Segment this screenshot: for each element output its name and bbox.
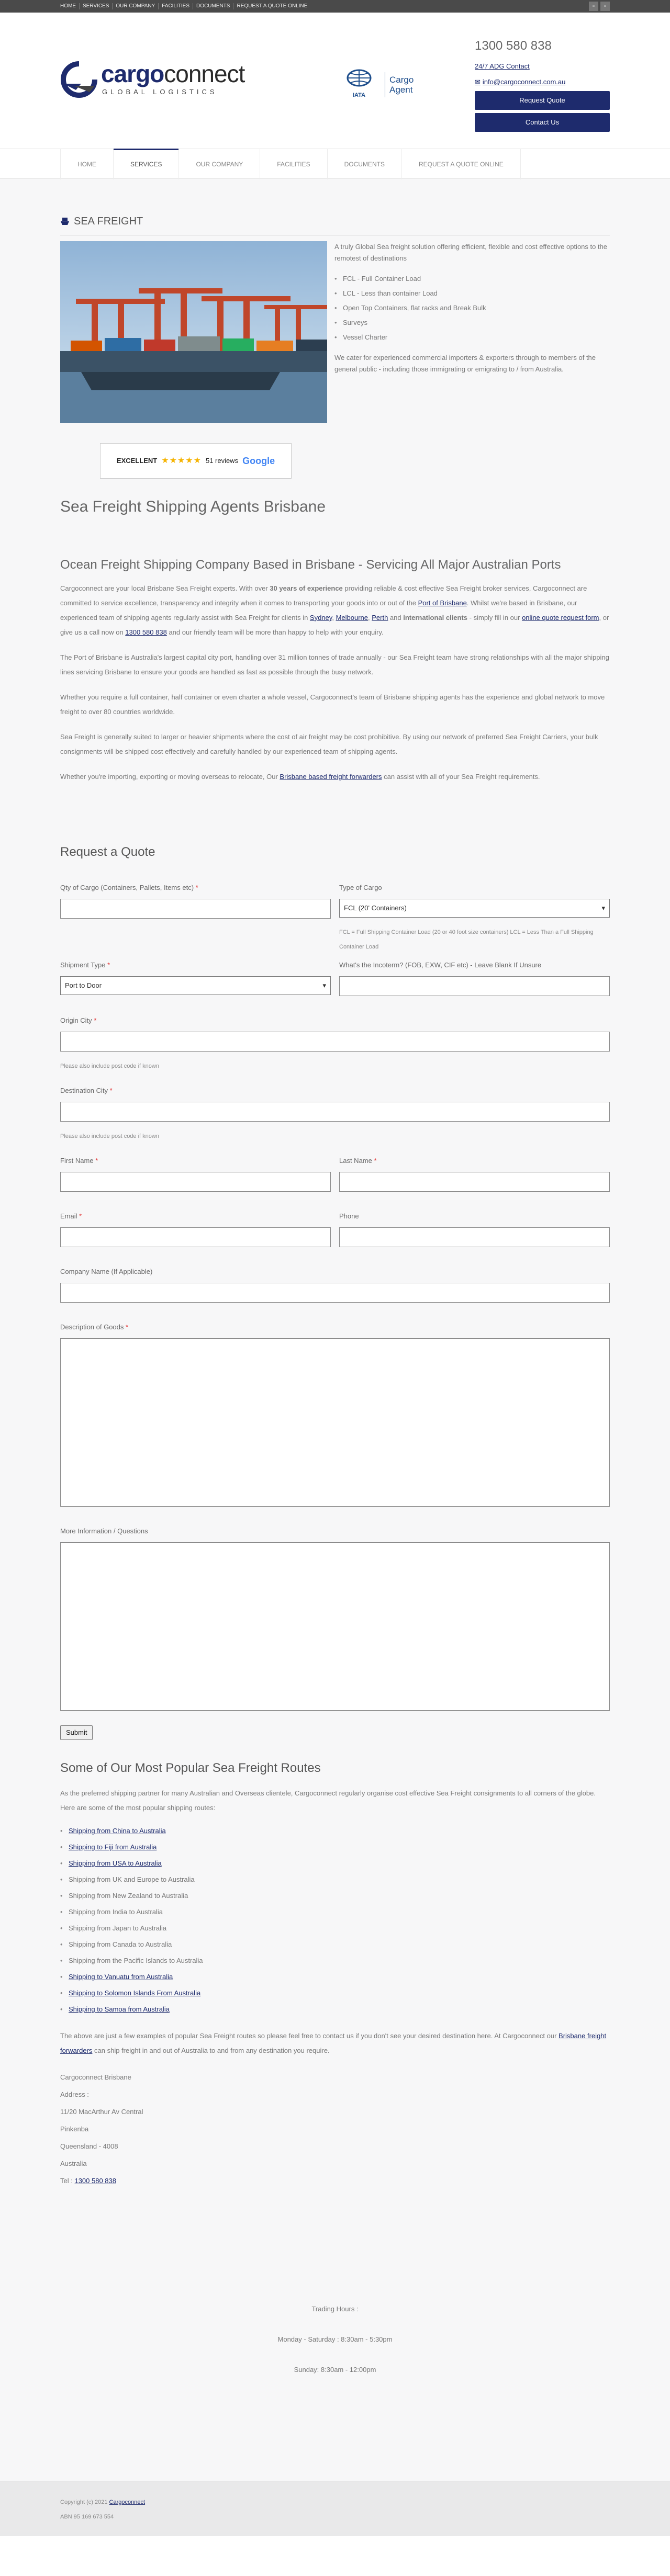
first-name-input[interactable] — [60, 1172, 331, 1192]
address-label: Address : — [60, 2091, 89, 2099]
abn: ABN 95 169 673 554 — [60, 2514, 114, 2520]
top-link-home[interactable]: HOME — [60, 3, 80, 9]
route-item[interactable]: • Shipping to Fiji from Australia — [60, 1839, 610, 1855]
body-paragraph-3: Whether you require a full container, half container or even charter a whole vessel, Cargoconnect's team of Brisbane shipping agents has the experience and global network to move freight to over 80 countries worldwide. — [60, 693, 605, 716]
site-logo[interactable] — [60, 61, 244, 98]
route-item: • Shipping from the Pacific Islands to Australia — [60, 1952, 610, 1969]
route-item[interactable]: • Shipping from USA to Australia — [60, 1855, 610, 1871]
top-links — [60, 3, 310, 9]
shipment-type-label: Shipment Type * — [60, 961, 110, 969]
company-label: Company Name (If Applicable) — [60, 1267, 153, 1275]
quote-form — [60, 842, 610, 1740]
reviews-count: 51 reviews — [205, 456, 239, 465]
section-header — [60, 212, 610, 236]
last-name-label: Last Name * — [339, 1156, 377, 1165]
cargo-type-select[interactable]: FCL (20' Containers) ▾ — [339, 899, 610, 918]
top-bar — [0, 0, 670, 13]
social-icon-2[interactable]: ▫ — [600, 2, 610, 11]
more-info-label: More Information / Questions — [60, 1527, 148, 1535]
top-link-documents[interactable]: DOCUMENTS — [193, 3, 233, 9]
list-item: • LCL - Less than container Load — [334, 286, 610, 301]
nav-item-request-quote[interactable]: REQUEST A QUOTE ONLINE — [401, 149, 521, 179]
origin-city-input[interactable] — [60, 1032, 610, 1052]
logo-mark-icon — [60, 61, 98, 98]
origin-city-label: Origin City * — [60, 1016, 97, 1024]
company-input[interactable] — [60, 1283, 610, 1303]
body-paragraph-5: Whether you're importing, exporting or moving overseas to relocate, Our Brisbane based freight forwarders can assist with all of your Sea Freight requirements. — [60, 772, 540, 781]
contact-us-button[interactable]: Contact Us — [475, 113, 610, 132]
copyright: Copyright (c) 2021 Cargoconnect — [60, 2499, 146, 2505]
qty-input[interactable] — [60, 899, 331, 919]
routes-title: Some of Our Most Popular Sea Freight Routes — [60, 1760, 321, 1775]
phone-link[interactable]: 1300 580 838 — [125, 628, 167, 636]
hours-title: Trading Hours : — [311, 2305, 359, 2313]
intro-text: A truly Global Sea freight solution offering efficient, flexible and cost effective options to the remotest of destinations — [334, 243, 608, 263]
iata-badge — [338, 69, 414, 100]
site-footer — [0, 2481, 670, 2536]
site-header — [0, 13, 670, 149]
route-item: • Shipping from Japan to Australia — [60, 1920, 610, 1936]
cargo-type-label: Type of Cargo — [339, 883, 382, 891]
nav-item-services[interactable]: SERVICES — [113, 149, 178, 179]
address-line: 11/20 MacArthur Av Central — [60, 2108, 143, 2116]
online-quote-form-link[interactable]: online quote request form — [522, 613, 599, 622]
logo-text-cargo: cargo — [101, 60, 164, 87]
iata-text-cargo: Cargo — [389, 74, 414, 85]
google-logo: Google — [242, 455, 275, 466]
route-item: • Shipping from Canada to Australia — [60, 1936, 610, 1952]
footer-cargoconnect-link[interactable]: Cargoconnect — [109, 2499, 146, 2505]
destination-city-label: Destination City * — [60, 1086, 113, 1094]
routes-intro: As the preferred shipping partner for many Australian and Overseas clientele, Cargoconnect regularly organise cost effective Sea Freight consignments to all corners of the globe. Here are some of the most popular shipping routes: — [60, 1789, 596, 1812]
list-item: • Vessel Charter — [334, 330, 610, 345]
submit-button[interactable]: Submit — [60, 1725, 93, 1740]
hours-weekday: Monday - Saturday : 8:30am - 5:30pm — [277, 2335, 393, 2344]
nav-item-documents[interactable]: DOCUMENTS — [327, 149, 401, 179]
social-icon-1[interactable]: ▫ — [589, 2, 598, 11]
perth-link[interactable]: Perth — [372, 613, 388, 622]
page-title: Sea Freight Shipping Agents Brisbane — [60, 498, 326, 515]
melbourne-link[interactable]: Melbourne — [336, 613, 368, 622]
address-line: Pinkenba — [60, 2125, 89, 2133]
body-copy — [60, 581, 610, 784]
address-block — [60, 2069, 610, 2189]
ship-icon — [60, 217, 70, 225]
reviews-rating-label: EXCELLENT — [116, 456, 158, 465]
freight-forwarders-link[interactable]: Brisbane based freight forwarders — [280, 772, 382, 781]
section-title: SEA FREIGHT — [74, 216, 143, 227]
star-rating-icon: ★★★★★ — [161, 456, 202, 466]
port-cranes-photo — [60, 241, 327, 423]
body-paragraph-2: The Port of Brisbane is Australia's largest capital city port, handling over 31 million tonnes of trade annually - our Sea Freight team have strong relationships with all the major shipping lines servicing Brisbane to ensure your goods are handled as fast as possible through the busy network. — [60, 653, 609, 676]
nav-item-home[interactable]: HOME — [60, 149, 113, 179]
route-item: • Shipping from UK and Europe to Australia — [60, 1871, 610, 1888]
qty-label: Qty of Cargo (Containers, Pallets, Items etc) * — [60, 883, 198, 891]
top-link-services[interactable]: SERVICES — [80, 3, 113, 9]
main-nav — [0, 149, 670, 179]
phone-label: Phone — [339, 1212, 359, 1220]
trading-hours — [60, 2294, 610, 2385]
page-subtitle: Ocean Freight Shipping Company Based in Brisbane - Servicing All Major Australian Ports — [60, 558, 561, 572]
sydney-link[interactable]: Sydney — [309, 613, 332, 622]
envelope-icon: ✉ — [475, 78, 481, 86]
logo-text-connect: connect — [164, 60, 245, 87]
nav-item-facilities[interactable]: FACILITIES — [260, 149, 327, 179]
office-name: Cargoconnect Brisbane — [60, 2073, 131, 2082]
google-reviews-badge[interactable] — [100, 443, 292, 479]
iata-text-agent: Agent — [389, 84, 413, 95]
service-list — [334, 272, 610, 345]
address-line: Australia — [60, 2160, 87, 2168]
popular-routes — [60, 1758, 610, 2059]
last-name-input[interactable] — [339, 1172, 610, 1192]
address-tel-link[interactable]: 1300 580 838 — [74, 2177, 116, 2185]
shipment-type-select[interactable]: Port to Door ▾ — [60, 976, 331, 995]
address-line: Queensland - 4008 — [60, 2142, 118, 2151]
description-textarea[interactable] — [60, 1338, 610, 1507]
route-item[interactable]: • Shipping to Solomon Islands From Australia — [60, 1985, 610, 2001]
route-item: • Shipping from New Zealand to Australia — [60, 1888, 610, 1904]
address-tel: Tel : 1300 580 838 — [60, 2177, 116, 2185]
body-paragraph-1: Cargoconnect are your local Brisbane Sea Freight experts. With over 30 years of experience providing reliable & cost effective Sea Freight broker services, Cargoconnect are committed to service excellence, transparency and integrity when it comes to transporting your goods into or out of the Port of Brisbane. Whilst we're based in Brisbane, our experienced team of shipping agents regularly assist with Sea Freight for clients in Sydney, Melbourne, Perth and international clients - simply fill in our online quote request form, or give us a call now on 1300 580 838 and our friendly team will be more than happy to help with your enquiry. — [60, 584, 609, 636]
iata-label: IATA — [352, 92, 366, 98]
adg-contact-link[interactable]: 24/7 ADG Contact — [475, 62, 530, 70]
first-name-label: First Name * — [60, 1156, 98, 1165]
cater-text: We cater for experienced commercial importers & exporters through to members of the general public - including those immigrating or emigrating to / from Australia. — [334, 354, 596, 374]
hours-sunday: Sunday: 8:30am - 12:00pm — [294, 2366, 376, 2374]
origin-hint: Please also include post code if known — [60, 1063, 159, 1069]
body-paragraph-4: Sea Freight is generally suited to larger or heavier shipments where the cost of air freight may be cost prohibitive. By using our network of preferred Sea Freight Carriers, your bulk consignments will be shipped cost effectively and carefully handled by our experienced team of shipping agents. — [60, 732, 598, 755]
logo-tagline: GLOBAL LOGISTICS — [102, 87, 218, 96]
brisbane-freight-forwarders-link[interactable]: Brisbane freight forwarders — [60, 2032, 607, 2055]
main-content — [0, 179, 670, 2481]
list-item: • Open Top Containers, flat racks and Break Bulk — [334, 301, 610, 315]
email-input[interactable] — [60, 1227, 331, 1247]
incoterm-label: What's the Incoterm? (FOB, EXW, CIF etc) - Leave Blank If Unsure — [339, 961, 542, 969]
incoterm-input[interactable] — [339, 976, 610, 996]
header-phone[interactable]: 1300 580 838 — [475, 39, 552, 53]
top-link-request-quote[interactable]: REQUEST A QUOTE ONLINE — [237, 3, 308, 9]
header-contact — [475, 39, 610, 132]
more-info-textarea[interactable] — [60, 1542, 610, 1711]
routes-outro: The above are just a few examples of popular Sea Freight routes so please feel free to contact us if you don't see your desired destination here. At Cargoconnect our Brisbane freight forwarders can ship freight in and out of Australia to and from any destination you require. — [60, 2032, 607, 2055]
email-label: Email * — [60, 1212, 82, 1220]
routes-list — [60, 1823, 610, 2017]
route-item: • Shipping from India to Australia — [60, 1904, 610, 1920]
port-of-brisbane-link[interactable]: Port of Brisbane — [418, 598, 467, 607]
cargo-type-hint: FCL = Full Shipping Container Load (20 or 40 foot size containers) LCL = Less Than a Full Shipping Container Load — [339, 929, 594, 950]
request-quote-button[interactable]: Request Quote — [475, 91, 610, 110]
list-item: • Surveys — [334, 315, 610, 330]
chevron-down-icon: ▾ — [322, 981, 326, 989]
quote-form-title: Request a Quote — [60, 844, 155, 859]
destination-hint: Please also include post code if known — [60, 1133, 159, 1139]
top-link-our-company[interactable]: OUR COMPANY — [113, 3, 159, 9]
list-item: • FCL - Full Container Load — [334, 272, 610, 286]
route-item[interactable]: • Shipping to Samoa from Australia — [60, 2001, 610, 2017]
route-item[interactable]: • Shipping to Vanuatu from Australia — [60, 1969, 610, 1985]
destination-city-input[interactable] — [60, 1102, 610, 1122]
nav-item-our-company[interactable]: OUR COMPANY — [178, 149, 260, 179]
header-email-link[interactable]: info@cargoconnect.com.au — [482, 78, 566, 86]
chevron-down-icon: ▾ — [601, 903, 605, 912]
iata-globe-icon — [345, 69, 373, 87]
phone-input[interactable] — [339, 1227, 610, 1247]
social-icons — [589, 2, 610, 11]
description-label: Description of Goods * — [60, 1323, 129, 1331]
route-item[interactable]: • Shipping from China to Australia — [60, 1823, 610, 1839]
top-link-facilities[interactable]: FACILITIES — [159, 3, 193, 9]
